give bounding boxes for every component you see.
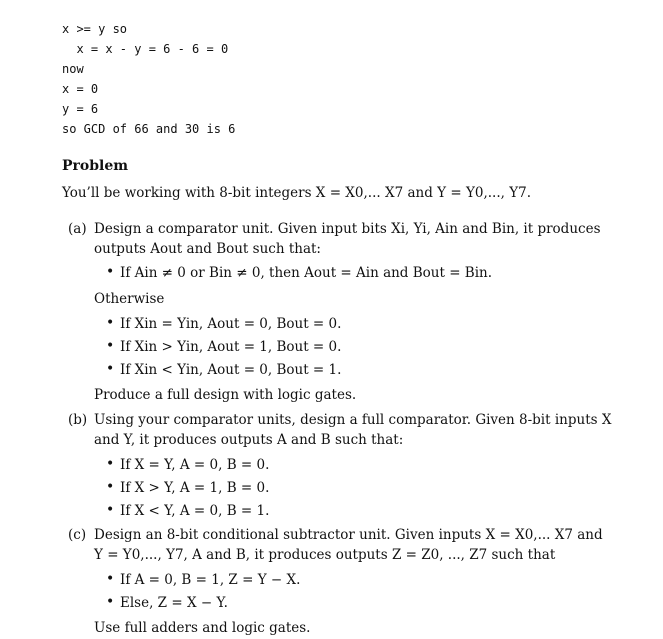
part-b-bullet-2: If X > Y, A = 1, B = 0. xyxy=(120,480,270,496)
part-a-line-1: Design a comparator unit. Given input bits Xi, Yi, Ain and Bin, it produces xyxy=(94,221,601,237)
bullet-icon: • xyxy=(106,338,115,354)
problem-heading: Problem xyxy=(62,158,129,174)
part-b-bullet-1: If X = Y, A = 0, B = 0. xyxy=(120,457,270,473)
part-c-label: (c) xyxy=(68,527,87,543)
part-b-line-2: and Y, it produces outputs A and B such that: xyxy=(94,432,404,448)
bullet-icon: • xyxy=(106,479,115,495)
bullet-icon: • xyxy=(106,502,115,518)
part-b-label: (b) xyxy=(68,412,88,428)
bullet-icon: • xyxy=(106,315,115,331)
bullet-icon: • xyxy=(106,456,115,472)
bullet-icon: • xyxy=(106,571,115,587)
code-line-5: y = 6 xyxy=(62,102,99,116)
part-a-bullet-1: If Ain ≠ 0 or Bin ≠ 0, then Aout = Ain and Bout = Bin. xyxy=(120,265,493,281)
part-a-bullet-3: If Xin > Yin, Aout = 1, Bout = 0. xyxy=(120,339,342,355)
part-a-otherwise: Otherwise xyxy=(94,291,165,307)
part-b-bullet-3: If X < Y, A = 0, B = 1. xyxy=(120,503,270,519)
code-line-3: now xyxy=(62,62,84,76)
part-c-line-2: Y = Y0,..., Y7, A and B, it produces outputs Z = Z0, ..., Z7 such that xyxy=(94,547,556,563)
part-c-closing: Use full adders and logic gates. xyxy=(94,620,311,636)
part-c-bullet-1: If A = 0, B = 1, Z = Y − X. xyxy=(120,572,301,588)
part-a-label: (a) xyxy=(68,221,87,237)
bullet-icon: • xyxy=(106,361,115,377)
part-a-bullet-4: If Xin < Yin, Aout = 0, Bout = 1. xyxy=(120,362,342,378)
part-c-line-1: Design an 8-bit conditional subtractor unit. Given inputs X = X0,... X7 and xyxy=(94,527,603,543)
bullet-icon: • xyxy=(106,264,115,280)
part-a-closing: Produce a full design with logic gates. xyxy=(94,387,357,403)
code-line-6: so GCD of 66 and 30 is 6 xyxy=(62,122,236,136)
code-line-2: x = x - y = 6 - 6 = 0 xyxy=(62,42,229,56)
part-c-bullet-2: Else, Z = X − Y. xyxy=(120,595,228,611)
code-line-1: x >= y so xyxy=(62,22,128,36)
problem-intro: You’ll be working with 8-bit integers X = X0,... X7 and Y = Y0,..., Y7. xyxy=(62,185,531,201)
bullet-icon: • xyxy=(106,594,115,610)
part-a-bullet-2: If Xin = Yin, Aout = 0, Bout = 0. xyxy=(120,316,342,332)
part-a-line-2: outputs Aout and Bout such that: xyxy=(94,241,321,257)
code-line-4: x = 0 xyxy=(62,82,99,96)
part-b-line-1: Using your comparator units, design a full comparator. Given 8-bit inputs X xyxy=(94,412,612,428)
